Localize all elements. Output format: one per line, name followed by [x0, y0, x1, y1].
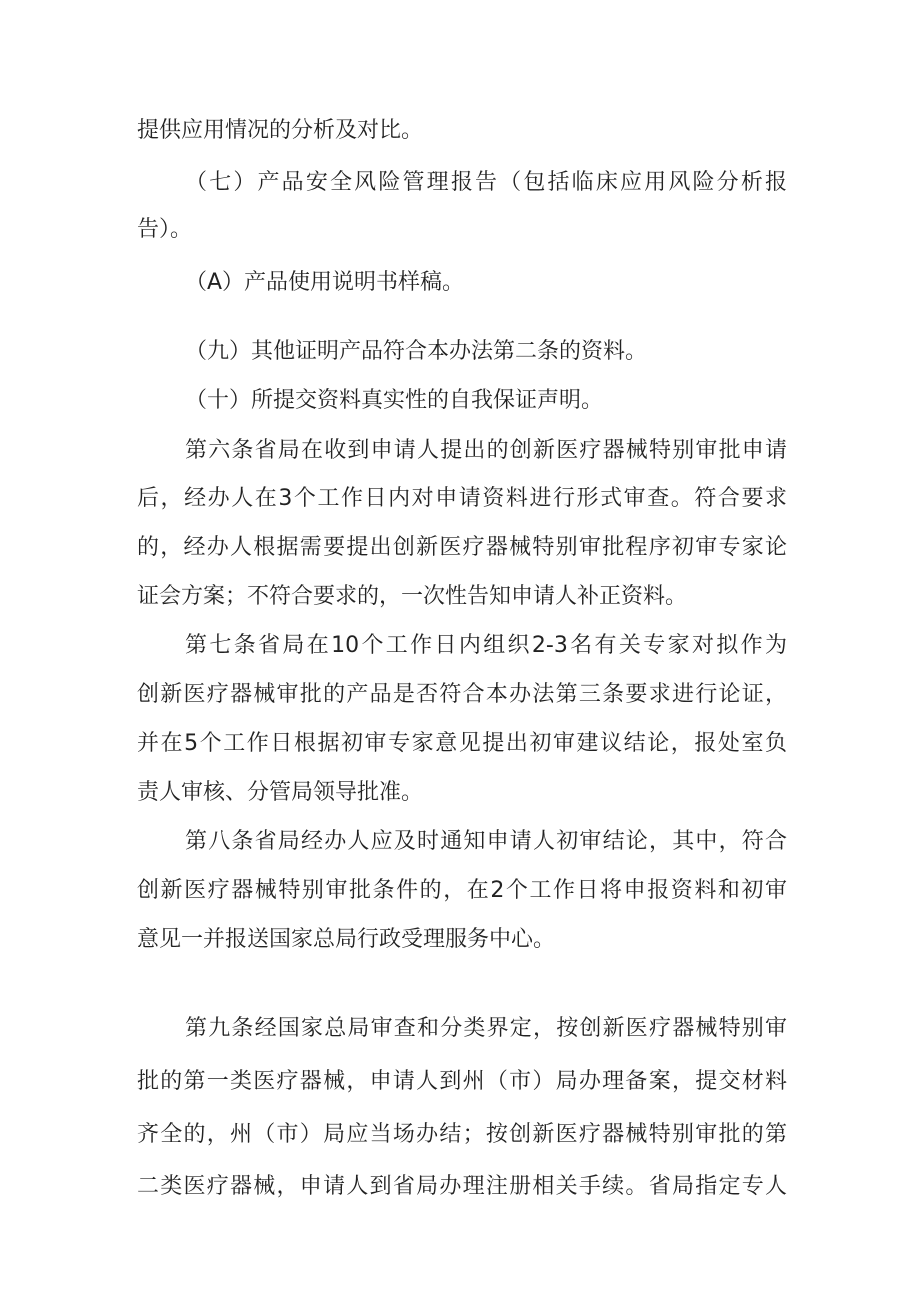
text-line: 齐全的，州（市）局应当场办结；按创新医疗器械特别审批的第 — [137, 1122, 787, 1147]
text-line: 并在5个工作日根据初审专家意见提出初审建议结论，报处室负 — [137, 731, 787, 756]
text-line: 提供应用情况的分析及对比。 — [137, 118, 424, 143]
text-line: 创新医疗器械特别审批条件的，在2个工作日将申报资料和初审 — [137, 878, 787, 903]
text-line: 第七条省局在10个工作日内组织2-3名有关专家对拟作为 — [185, 633, 787, 658]
text-line: 二类医疗器械，申请人到省局办理注册相关手续。省局指定专人 — [137, 1174, 787, 1199]
text-line: 的，经办人根据需要提出创新医疗器械特别审批程序初审专家论 — [137, 535, 787, 560]
text-line: 后，经办人在3个工作日内对申请资料进行形式审查。符合要求 — [137, 486, 787, 511]
text-line: 第八条省局经办人应及时通知申请人初审结论，其中，符合 — [185, 829, 787, 854]
text-line: 告）。 — [137, 217, 193, 242]
text-line: 创新医疗器械审批的产品是否符合本办法第三条要求进行论证， — [137, 682, 787, 707]
text-line: 责人审核、分管局领导批准。 — [137, 780, 424, 805]
text-line: （九）其他证明产品符合本办法第二条的资料。 — [185, 339, 648, 364]
text-line: 批的第一类医疗器械，申请人到州（市）局办理备案，提交材料 — [137, 1069, 787, 1094]
text-line: 证会方案；不符合要求的，一次性告知申请人补正资料。 — [137, 584, 688, 609]
text-line: （十）所提交资料真实性的自我保证声明。 — [185, 388, 604, 413]
text-line: （七）产品安全风险管理报告（包括临床应用风险分析报 — [185, 170, 787, 195]
text-line: 第九条经国家总局审查和分类界定，按创新医疗器械特别审 — [185, 1016, 787, 1041]
text-line: 第六条省局在收到申请人提出的创新医疗器械特别审批申请 — [185, 438, 787, 463]
text-line: 意见一并报送国家总局行政受理服务中心。 — [137, 927, 556, 952]
text-line: （A）产品使用说明书样稿。 — [185, 270, 465, 295]
